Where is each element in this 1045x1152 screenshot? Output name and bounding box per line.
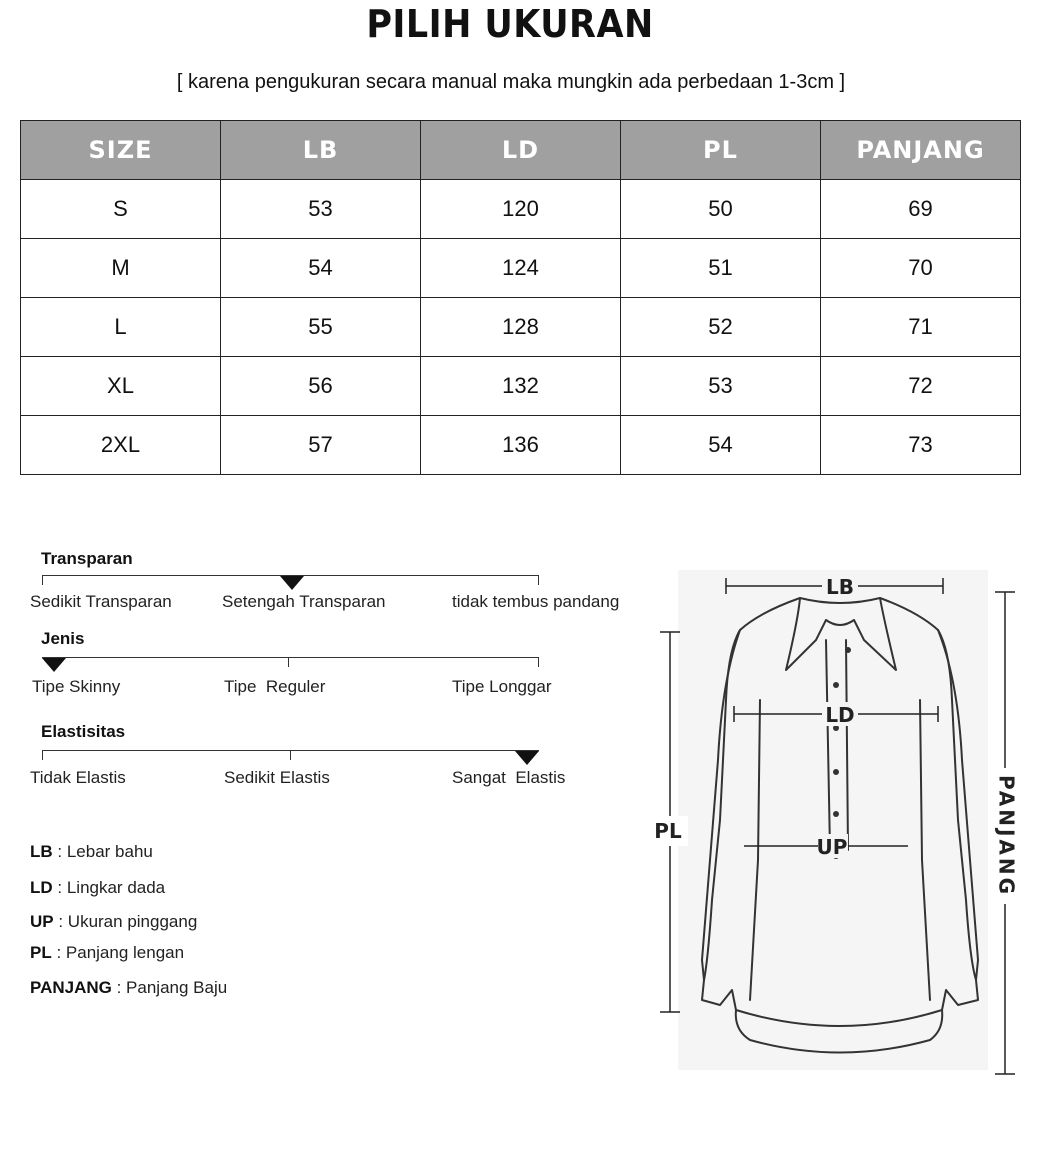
table-cell: 72 xyxy=(821,357,1021,416)
table-cell: 56 xyxy=(221,357,421,416)
scale-tick xyxy=(288,657,289,667)
table-cell: XL xyxy=(21,357,221,416)
scale-title-transparan: Transparan xyxy=(41,549,133,568)
diagram-label-panjang: PANJANG xyxy=(994,774,1019,898)
table-cell: 120 xyxy=(421,180,621,239)
table-cell: 69 xyxy=(821,180,1021,239)
table-cell: 2XL xyxy=(21,416,221,475)
diagram-background xyxy=(678,570,988,1070)
size-chart-table xyxy=(20,120,1021,475)
table-row xyxy=(21,416,1021,475)
column-header-size: SIZE xyxy=(21,121,221,180)
table-cell: 53 xyxy=(621,357,821,416)
table-cell: 124 xyxy=(421,239,621,298)
scale-option: Tipe Reguler xyxy=(224,677,326,696)
scale-option: Tidak Elastis xyxy=(30,768,126,787)
table-cell: 50 xyxy=(621,180,821,239)
legend-abbr: PANJANG xyxy=(30,978,112,997)
table-cell: 54 xyxy=(221,239,421,298)
scale-option: tidak tembus pandang xyxy=(452,592,620,611)
scale-marker-icon xyxy=(515,751,539,765)
scale-tick xyxy=(538,575,539,585)
legend-item-panjang xyxy=(30,978,227,998)
table-cell: 132 xyxy=(421,357,621,416)
scale-option: Sedikit Transparan xyxy=(30,592,172,611)
scale-option: Sedikit Elastis xyxy=(224,768,330,787)
table-cell: 57 xyxy=(221,416,421,475)
scale-option: Setengah Transparan xyxy=(222,592,386,611)
column-header-ld: LD xyxy=(421,121,621,180)
column-header-lb: LB xyxy=(221,121,421,180)
table-cell: 55 xyxy=(221,298,421,357)
legend-desc: : Panjang Baju xyxy=(111,978,228,997)
scale-tick xyxy=(538,657,539,667)
table-cell: 51 xyxy=(621,239,821,298)
diagram-label-pl: PL xyxy=(654,819,682,843)
table-cell: 52 xyxy=(621,298,821,357)
page-title: PILIH UKURAN xyxy=(366,2,654,46)
scale-title-jenis: Jenis xyxy=(41,629,85,648)
scale-tick xyxy=(42,575,43,585)
scale-option: Tipe Longgar xyxy=(452,677,552,696)
legend-item-ld xyxy=(30,878,165,898)
table-row xyxy=(21,357,1021,416)
column-header-pl: PL xyxy=(621,121,821,180)
legend-abbr: UP xyxy=(30,912,54,931)
table-cell: 71 xyxy=(821,298,1021,357)
table-cell: 53 xyxy=(221,180,421,239)
table-cell: S xyxy=(21,180,221,239)
table-cell: L xyxy=(21,298,221,357)
scale-option: Tipe Skinny xyxy=(32,677,121,696)
scale-marker-icon xyxy=(42,658,66,672)
table-cell: M xyxy=(21,239,221,298)
scale-tick xyxy=(290,750,291,760)
scale-title-elastisitas: Elastisitas xyxy=(41,722,126,741)
scale-tick xyxy=(42,750,43,760)
table-cell: 128 xyxy=(421,298,621,357)
legend-desc: : Lebar bahu xyxy=(52,842,153,861)
shirt-measurement-diagram xyxy=(640,560,1040,1080)
table-header-row xyxy=(21,121,1021,180)
measurement-note: [ karena pengukuran secara manual maka mungkin ada perbedaan 1-3cm ] xyxy=(176,71,846,93)
legend-abbr: PL xyxy=(30,943,52,962)
legend-desc: : Panjang lengan xyxy=(51,943,185,962)
table-cell: 73 xyxy=(821,416,1021,475)
diagram-label-up: UP xyxy=(816,835,848,859)
table-row xyxy=(21,180,1021,239)
table-cell: 136 xyxy=(421,416,621,475)
legend-desc: : Lingkar dada xyxy=(52,878,166,897)
legend-item-up xyxy=(30,912,197,932)
legend-abbr: LB xyxy=(30,842,53,861)
table-cell: 54 xyxy=(621,416,821,475)
legend-item-pl xyxy=(30,943,184,963)
column-header-panjang: PANJANG xyxy=(821,121,1021,180)
table-row xyxy=(21,239,1021,298)
legend-item-lb xyxy=(30,842,153,862)
table-cell: 70 xyxy=(821,239,1021,298)
scale-line xyxy=(42,657,539,658)
legend-abbr: LD xyxy=(30,878,53,897)
diagram-label-ld: LD xyxy=(825,703,855,727)
legend-desc: : Ukuran pinggang xyxy=(53,912,198,931)
diagram-label-lb: LB xyxy=(826,575,854,599)
table-row xyxy=(21,298,1021,357)
scale-option: Sangat Elastis xyxy=(452,768,566,787)
scale-marker-icon xyxy=(280,576,304,590)
